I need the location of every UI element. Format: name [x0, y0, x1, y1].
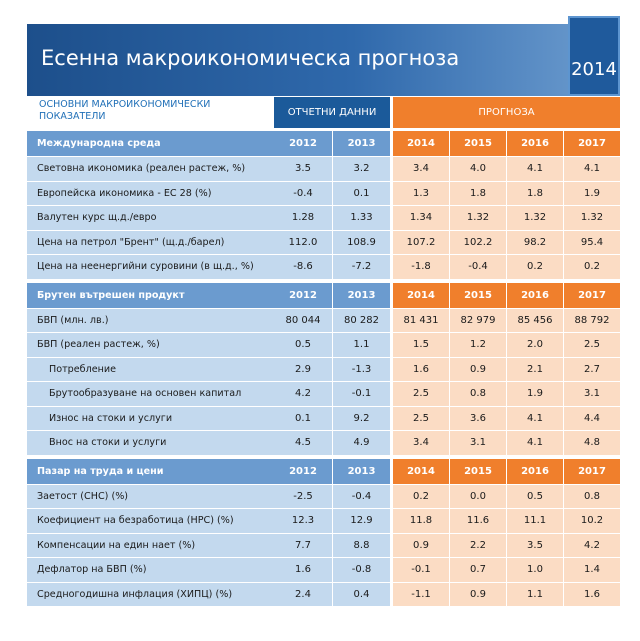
table-row — [27, 309, 620, 334]
row-label: Цена на петрол "Брент" (щ.д./барел) — [27, 231, 274, 255]
value-cell: -0.1 — [332, 382, 390, 406]
value-cell: -0.8 — [332, 558, 390, 582]
section-title: Международна среда — [27, 131, 274, 156]
value-cell: 11.6 — [449, 509, 506, 533]
value-cell: -1.8 — [393, 255, 449, 279]
value-cell: 3.4 — [393, 157, 449, 181]
value-cell: 3.1 — [449, 431, 506, 455]
year-header-cell: 2015 — [449, 131, 506, 156]
table-row — [27, 157, 620, 182]
row-label: Компенсации на един нает (%) — [27, 534, 274, 558]
year-header-cell: 2016 — [506, 131, 563, 156]
value-cell: 7.7 — [274, 534, 332, 558]
value-cell: 4.0 — [449, 157, 506, 181]
value-cell: 3.1 — [563, 382, 620, 406]
value-cell: 0.8 — [563, 485, 620, 509]
value-cell: 3.2 — [332, 157, 390, 181]
value-cell: 3.5 — [274, 157, 332, 181]
row-label: БВП (млн. лв.) — [27, 309, 274, 333]
value-cell: 1.4 — [563, 558, 620, 582]
value-cell: -7.2 — [332, 255, 390, 279]
value-cell: 0.1 — [332, 182, 390, 206]
row-label: Европейска икономика - ЕС 28 (%) — [27, 182, 274, 206]
value-cell: 4.1 — [506, 431, 563, 455]
table-body — [27, 128, 620, 607]
value-cell: 4.1 — [563, 157, 620, 181]
year-header-cell: 2013 — [332, 459, 390, 484]
value-cell: 2.1 — [506, 358, 563, 382]
value-cell: 1.32 — [506, 206, 563, 230]
row-label: Средногодишна инфлация (ХИПЦ) (%) — [27, 583, 274, 607]
value-cell: 2.5 — [563, 333, 620, 357]
value-cell: 2.4 — [274, 583, 332, 607]
year-header-cell: 2014 — [393, 131, 449, 156]
table-row — [27, 485, 620, 510]
value-cell: 11.1 — [506, 509, 563, 533]
value-cell: 108.9 — [332, 231, 390, 255]
year-label: 2014 — [571, 59, 617, 80]
row-label: Валутен курс щ.д./евро — [27, 206, 274, 230]
value-cell: 81 431 — [393, 309, 449, 333]
row-label: Износ на стоки и услуги — [27, 407, 274, 431]
value-cell: 1.28 — [274, 206, 332, 230]
value-cell: 95.4 — [563, 231, 620, 255]
value-cell: 0.1 — [274, 407, 332, 431]
table-row — [27, 583, 620, 608]
section-title: Пазар на труда и цени — [27, 459, 274, 484]
value-cell: 4.2 — [563, 534, 620, 558]
row-label: Заетост (СНС) (%) — [27, 485, 274, 509]
table-row — [27, 534, 620, 559]
row-label: Внос на стоки и услуги — [27, 431, 274, 455]
value-cell: 0.9 — [449, 358, 506, 382]
row-label: БВП (реален растеж, %) — [27, 333, 274, 357]
value-cell: 2.7 — [563, 358, 620, 382]
value-cell: -0.4 — [274, 182, 332, 206]
row-label: Дефлатор на БВП (%) — [27, 558, 274, 582]
value-cell: 3.5 — [506, 534, 563, 558]
value-cell: 80 044 — [274, 309, 332, 333]
value-cell: 1.3 — [393, 182, 449, 206]
page-title: Есенна макроикономическа прогноза — [41, 46, 460, 70]
row-label: Цена на неенергийни суровини (в щ.д., %) — [27, 255, 274, 279]
value-cell: 112.0 — [274, 231, 332, 255]
main-indicators-label: ОСНОВНИ МАКРОИКОНОМИЧЕСКИ ПОКАЗАТЕЛИ — [39, 99, 211, 122]
value-cell: 1.0 — [506, 558, 563, 582]
table-row — [27, 231, 620, 256]
section-header-row — [27, 459, 620, 485]
value-cell: 0.9 — [393, 534, 449, 558]
value-cell: 12.3 — [274, 509, 332, 533]
value-cell: 0.0 — [449, 485, 506, 509]
value-cell: 1.8 — [449, 182, 506, 206]
reported-data-header: ОТЧЕТНИ ДАННИ — [274, 97, 390, 128]
value-cell: 4.1 — [506, 407, 563, 431]
year-header-cell: 2016 — [506, 459, 563, 484]
value-cell: 98.2 — [506, 231, 563, 255]
value-cell: 1.5 — [393, 333, 449, 357]
value-cell: 102.2 — [449, 231, 506, 255]
value-cell: 3.6 — [449, 407, 506, 431]
year-header-cell: 2012 — [274, 283, 332, 308]
value-cell: 4.8 — [563, 431, 620, 455]
value-cell: 0.8 — [449, 382, 506, 406]
value-cell: 4.9 — [332, 431, 390, 455]
row-label: Коефициент на безработица (НРС) (%) — [27, 509, 274, 533]
value-cell: 1.6 — [563, 583, 620, 607]
value-cell: 1.9 — [506, 382, 563, 406]
value-cell: 1.1 — [332, 333, 390, 357]
table-row — [27, 558, 620, 583]
value-cell: 1.32 — [449, 206, 506, 230]
value-cell: 0.2 — [506, 255, 563, 279]
value-cell: 1.1 — [506, 583, 563, 607]
table-row — [27, 407, 620, 432]
value-cell: 2.5 — [393, 382, 449, 406]
value-cell: 107.2 — [393, 231, 449, 255]
year-header-cell: 2012 — [274, 131, 332, 156]
table-row — [27, 206, 620, 231]
value-cell: -0.4 — [332, 485, 390, 509]
year-header-cell: 2014 — [393, 459, 449, 484]
year-header-cell: 2015 — [449, 459, 506, 484]
value-cell: 2.0 — [506, 333, 563, 357]
value-cell: 1.6 — [274, 558, 332, 582]
value-cell: 1.2 — [449, 333, 506, 357]
year-header-cell: 2017 — [563, 459, 620, 484]
value-cell: 2.9 — [274, 358, 332, 382]
value-cell: 9.2 — [332, 407, 390, 431]
value-cell: 2.2 — [449, 534, 506, 558]
value-cell: 0.2 — [563, 255, 620, 279]
value-cell: 8.8 — [332, 534, 390, 558]
year-header-cell: 2016 — [506, 283, 563, 308]
row-label: Потребление — [27, 358, 274, 382]
value-cell: 4.5 — [274, 431, 332, 455]
value-cell: 1.8 — [506, 182, 563, 206]
year-badge — [568, 16, 620, 96]
table-header — [27, 97, 620, 128]
forecast-table — [27, 97, 620, 607]
section-header-row — [27, 283, 620, 309]
year-header-cell: 2013 — [332, 131, 390, 156]
value-cell: 88 792 — [563, 309, 620, 333]
year-header-cell: 2013 — [332, 283, 390, 308]
table-row — [27, 333, 620, 358]
title-banner — [27, 24, 620, 96]
value-cell: 0.4 — [332, 583, 390, 607]
value-cell: 1.9 — [563, 182, 620, 206]
section-title: Брутен вътрешен продукт — [27, 283, 274, 308]
value-cell: -8.6 — [274, 255, 332, 279]
table-row — [27, 382, 620, 407]
table-row — [27, 509, 620, 534]
value-cell: 2.5 — [393, 407, 449, 431]
section-header-row — [27, 131, 620, 157]
table-row — [27, 431, 620, 456]
value-cell: 0.9 — [449, 583, 506, 607]
value-cell: 85 456 — [506, 309, 563, 333]
value-cell: 0.7 — [449, 558, 506, 582]
year-header-cell: 2012 — [274, 459, 332, 484]
value-cell: 0.5 — [506, 485, 563, 509]
value-cell: 1.33 — [332, 206, 390, 230]
value-cell: 3.4 — [393, 431, 449, 455]
table-row — [27, 358, 620, 383]
year-header-cell: 2017 — [563, 131, 620, 156]
value-cell: 4.1 — [506, 157, 563, 181]
value-cell: 82 979 — [449, 309, 506, 333]
value-cell: 0.5 — [274, 333, 332, 357]
value-cell: -2.5 — [274, 485, 332, 509]
value-cell: 1.34 — [393, 206, 449, 230]
value-cell: 80 282 — [332, 309, 390, 333]
value-cell: -0.4 — [449, 255, 506, 279]
value-cell: 10.2 — [563, 509, 620, 533]
value-cell: -0.1 — [393, 558, 449, 582]
value-cell: 4.2 — [274, 382, 332, 406]
value-cell: 1.6 — [393, 358, 449, 382]
year-header-cell: 2015 — [449, 283, 506, 308]
forecast-header: ПРОГНОЗА — [393, 97, 620, 128]
value-cell: 0.2 — [393, 485, 449, 509]
value-cell: 1.32 — [563, 206, 620, 230]
row-label: Брутообразуване на основен капитал — [27, 382, 274, 406]
year-header-cell: 2017 — [563, 283, 620, 308]
year-header-cell: 2014 — [393, 283, 449, 308]
value-cell: 12.9 — [332, 509, 390, 533]
row-label: Световна икономика (реален растеж, %) — [27, 157, 274, 181]
value-cell: 4.4 — [563, 407, 620, 431]
value-cell: -1.1 — [393, 583, 449, 607]
table-row — [27, 255, 620, 280]
value-cell: 11.8 — [393, 509, 449, 533]
table-row — [27, 182, 620, 207]
value-cell: -1.3 — [332, 358, 390, 382]
